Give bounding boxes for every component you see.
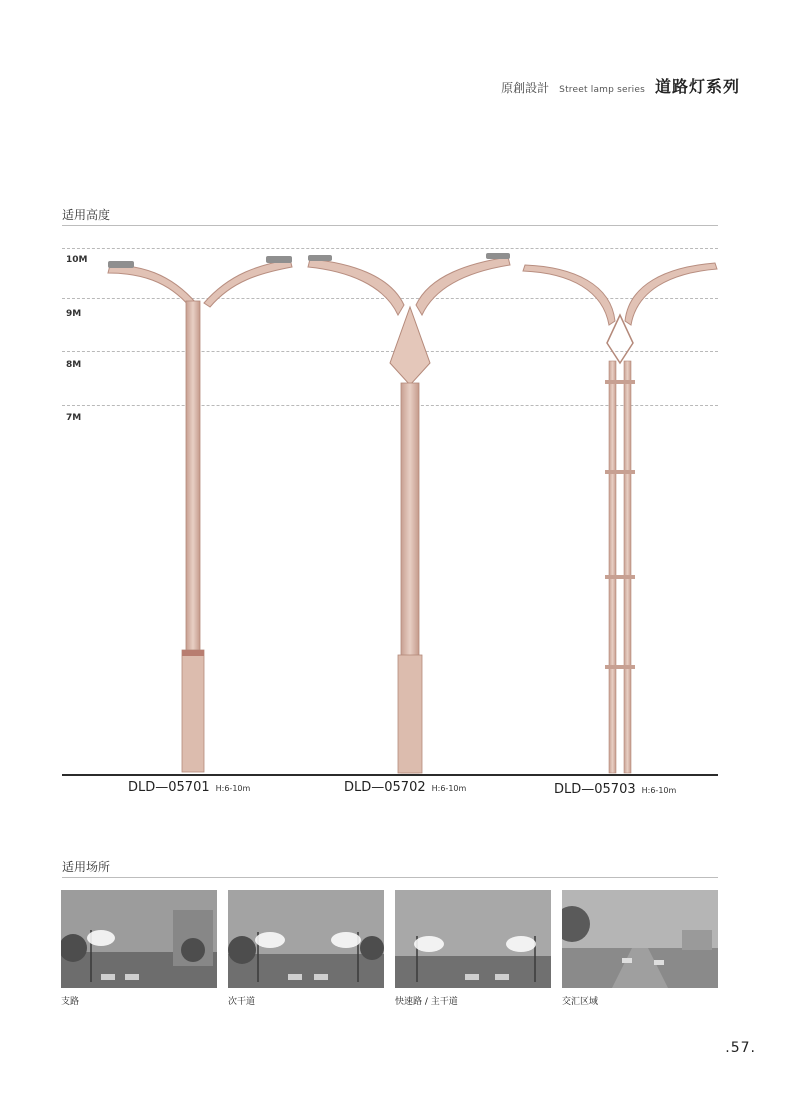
lamp-dld-05703-illustration (515, 245, 725, 775)
header-original-design: 原創設計 (501, 81, 550, 95)
height-label-10m: 10M (66, 255, 88, 265)
lamp-height-range: H:6-10m (215, 784, 251, 793)
scene-expressway-image (395, 890, 551, 988)
lamp-dld-05702-illustration (300, 245, 520, 775)
lamp-label-05702 (344, 780, 466, 795)
header-series-title: 道路灯系列 (654, 77, 740, 96)
lamp-code: DLD—05701 (128, 780, 210, 795)
header-series-en: Street lamp series (559, 85, 645, 95)
scene-caption-intersection: 交汇区域 (562, 997, 599, 1007)
scene-intersection-image (562, 890, 718, 988)
lamp-code: DLD—05703 (554, 782, 636, 797)
height-label-8m: 8M (66, 360, 82, 370)
places-section-rule (62, 877, 718, 878)
ground-line (62, 774, 718, 776)
page-header (501, 74, 740, 97)
lamp-height-range: H:6-10m (641, 786, 677, 795)
page-number: .57. (725, 1040, 756, 1056)
heights-section-title: 适用高度 (62, 208, 111, 222)
lamp-height-range: H:6-10m (431, 784, 467, 793)
scene-secondary-road-image (228, 890, 384, 988)
height-label-9m: 9M (66, 309, 82, 319)
places-section-title: 适用场所 (62, 860, 111, 874)
height-label-7m: 7M (66, 413, 82, 423)
lamp-label-05701 (128, 780, 250, 795)
lamp-code: DLD—05702 (344, 780, 426, 795)
heights-section-rule (62, 225, 718, 226)
lamp-dld-05701-illustration (100, 245, 300, 775)
scene-caption-expressway: 快速路 / 主干道 (395, 997, 458, 1007)
scene-caption-branch-road: 支路 (61, 997, 80, 1007)
scene-caption-secondary-road: 次干道 (228, 997, 256, 1007)
scene-branch-road-image (61, 890, 217, 988)
lamp-label-05703 (554, 782, 676, 797)
